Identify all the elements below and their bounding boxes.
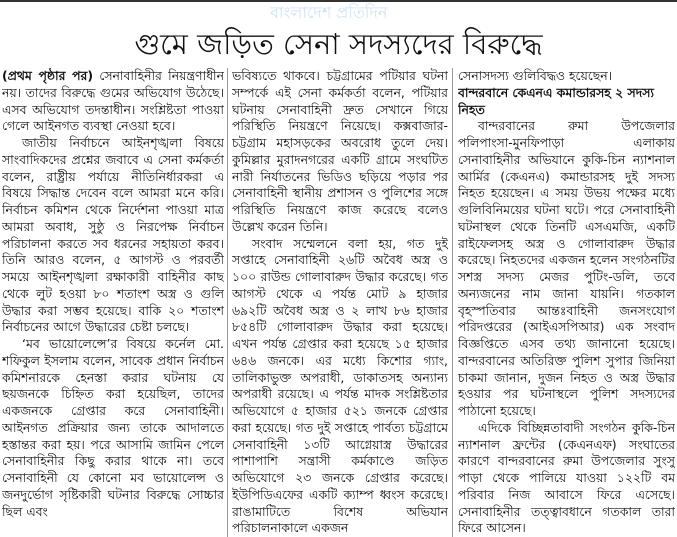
paragraph-1-1 xyxy=(2,68,224,135)
paragraph-2-2: সংবাদ সম্মেলনে বলা হয়, গত দুই সপ্তাহে সেনাবাহিনী ২৬টি অবৈধ অস্ত্র ও ১০০ রাউন্ড গোলাবারুদ উদ্ধার করেছে। গত আগস্ট থেকে এ পর্যন্ত মোট ৯ হাজার ৬৯২টি অবৈধ অস্ত্র ও ২ লাখ ৮৬ হাজার ৮৫৪টি গোলাবারুদ উদ্ধার করা হয়েছে। এখন পর্যন্ত গ্রেপ্তার করা হয়েছে ১৫ হাজার ৬৪৬ জনকে। এর মধ্যে কিশোর গ্যাং, তালিকাভুক্ত অপরাধী, ডাকাতসহ অন্যান্য অপরাধী রয়েছে। এ পর্যন্ত মাদক সংশ্লিষ্টতার অভিযোগে ৫ হাজার ৫২১ জনকে গ্রেপ্তার করা হয়েছে। গত দুই সপ্তাহে পার্বত্য চট্টগ্রামে সেনাবাহিনী ১৩টি আগ্নেয়াস্ত্র উদ্ধারের পাশাপাশি সন্ত্রাসী কর্মকাণ্ডে জড়িত অভিযোগে ২৩ জনকে গ্রেপ্তার করেছে। ইউপিডিএফের একটি ক্যাম্প ধ্বংস করেছে। রাঙামাটিতে বিশেষ অভিযান পরিচালনাকালে একজন xyxy=(232,235,448,536)
column-2 xyxy=(232,68,448,537)
paragraph-3-0: সেনাসদস্য গুলিবিদ্ধও হয়েছেন। xyxy=(458,68,613,83)
paragraph-3-1: বান্দরবানের রুমা উপজেলার পলিপাংসা-মুনফিপাড়া এলাকায় সেনাবাহিনীর অভিযানে কুকি-চিন ন্যাশনাল আর্মির (কেএনএ) কমান্ডারসহ দুই সদস্য নিহত হয়েছেন। এ সময় উভয় পক্ষের মধ্যে গুলিবিনিময়ের ঘটনা ঘটে। পরে সেনাবাহিনী ঘটনাস্থল থেকে তিনটি এসএমজি, একটি রাইফেলসহ অস্ত্র ও গোলাবারুদ উদ্ধার করেছে। নিহতদের একজন হলেন সংগঠনটির সশস্ত্র সদস্য মেজর পুটিং-ডলি, তবে অন্যজনের নাম জানা যায়নি। গতকাল বৃহস্পতিবার আন্তঃবাহিনী জনসংযোগ পরিদপ্তরের (আইএসপিআর) এক সংবাদ বিজ্ঞপ্তিতে এসব তথ্য জানানো হয়েছে। বান্দরবানের অতিরিক্ত পুলিশ সুপার জিনিয়া চাকমা জানান, দুজন নিহত ও অস্ত্র উদ্ধার হওয়ার পর ঘটনাস্থলে পুলিশ সদস্যদের পাঠানো হয়েছে। xyxy=(458,118,675,418)
column-divider xyxy=(227,68,228,537)
paragraph-1-3: ‘মব ভায়োলেন্সে’র বিষয়ে কর্নেল মো. শফিকুল ইসলাম বলেন, সাবেক প্রধান নির্বাচন কমিশনারকে হেনস্তা করার ঘটনায় যে ছয়জনকে চিহ্নিত করা হয়েছিল, তাদের একজনকে গ্রেপ্তার করে সেনাবাহিনী। আইনগত প্রক্রিয়ার জন্য তাকে আদালতে হস্তান্তর করা হয়। পরে আসামি জামিন পেলে সেনাবাহিনীর কিছু করার থাকে না। তবে সেনাবাহিনী যে কোনো মব ভায়োলেন্স ও জনদুর্ভোগ সৃষ্টিকারী ঘটনার বিরুদ্ধে সোচ্চার ছিল এবং xyxy=(2,336,224,519)
column-1 xyxy=(2,68,224,537)
paragraph-text: সেনাবাহিনীর নিয়ন্ত্রণাধীন নয়। তাদের বিরুদ্ধে গুমের অভিযোগ উঠেছে। এসব অভিযোগ তদন্তাধীন। সংশ্লিষ্টতা পাওয়া গেলে আইনগত ব্যবস্থা নেওয়া হবে। xyxy=(2,68,224,134)
paragraph-2-1: ভবিষ্যতে থাকবে। চট্টগ্রামের পটিয়ার ঘটনা সম্পর্কে এই সেনা কর্মকর্তা বলেন, পটিয়ার ঘটনায় সেনাবাহিনী দ্রুত সেখানে গিয়ে পরিস্থিতি নিয়ন্ত্রণে নিয়েছে। কক্সবাজার-চট্টগ্রাম মহাসড়কের অবরোধ তুলে দেয়। কুমিল্লার মুরাদনগরের একটি গ্রামে সংঘটিত নারী নির্যাতনের ভিডিও ছড়িয়ে পড়ার পর সেনাবাহিনী স্থানীয় প্রশাসন ও পুলিশের সঙ্গে পরিস্থিতি নিয়ন্ত্রণে কাজ করেছে বলেও উল্লেখ করেন তিনি। xyxy=(232,68,448,234)
jump-label: (প্রথম পৃষ্ঠার পর) xyxy=(2,68,93,83)
paragraph-3-2: এদিকে বিচ্ছিন্নতাবাদী সংগঠন কুকি-চিন ন্যাশনাল ফ্রন্টের (কেএনএফ) সংঘাতের কারণে বান্দরবানের রুমা উপজেলার সুংসু পাড়া থেকে পালিয়ে যাওয়া ১২২টি বম পরিবার নিজ আবাসে ফিরে এসেছে। সেনাবাহিনীর তত্ত্বাবধানে গতকাল তারা ফিরে আসেন। xyxy=(458,419,675,536)
article-headline: গুমে জড়িত সেনা সদস্যদের বিরুদ্ধে xyxy=(134,27,543,61)
paragraph-1-2: জাতীয় নির্বাচনে আইনশৃঙ্খলা বিষয়ে সাংবাদিকদের প্রশ্নের জবাবে এ সেনা কর্মকর্তা বলেন, রাষ্ট্রীয় পর্যায়ে নীতিনির্ধারকরা এ বিষয়ে সিদ্ধান্ত দেবেন বলে আমরা মনে করি। নির্বাচন কমিশন থেকে নির্দেশনা পাওয়া মাত্র আমরা অবাধ, সুষ্ঠু ও নিরপেক্ষ নির্বাচন পরিচালনা করতে সব ধরনের সহায়তা করব। তিনি আরও বলেন, ৫ আগস্ট ও পরবর্তী সময়ে আইনশৃঙ্খলা রক্ষাকারী বাহিনীর কাছ থেকে লুট হওয়া ৮০ শতাংশ অস্ত্র ও গুলি উদ্ধার করা সম্ভব হয়েছে। বাকি ২০ শতাংশ নির্বাচনের আগে উদ্ধারের চেষ্টা চলছে। xyxy=(2,135,224,335)
masthead-watermark: বাংলাদেশ প্রতিদিন xyxy=(270,3,388,22)
article-body xyxy=(0,68,677,537)
subheadline: বান্দরবানে কেএনএ কমান্ডারসহ ২ সদস্য নিহত xyxy=(458,84,654,117)
column-3 xyxy=(458,68,675,537)
column-divider xyxy=(452,68,453,537)
